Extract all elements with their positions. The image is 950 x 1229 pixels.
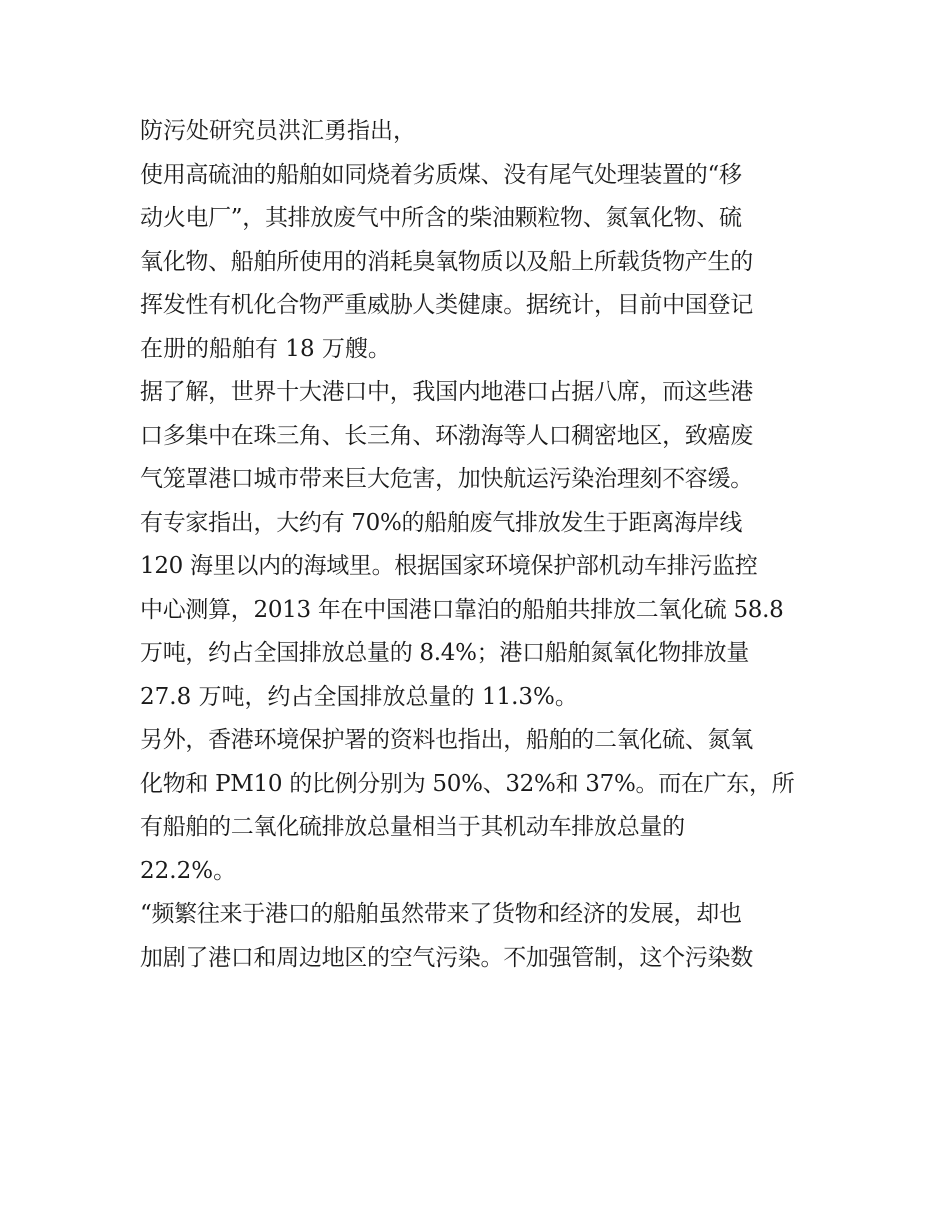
text-line: 化物和 PM10 的比例分别为 50%、32%和 37%。而在广东，所 [140, 770, 795, 797]
text-line: 气笼罩港口城市带来巨大危害，加快航运污染治理刻不容缓。 [140, 466, 753, 492]
text-line: 挥发性有机化合物严重威胁人类健康。据统计，目前中国登记 [140, 292, 753, 318]
text-line: 22.2%。 [140, 857, 237, 884]
text-line: 在册的船舶有 18 万艘。 [140, 335, 391, 362]
text-line: 27.8 万吨，约占全国排放总量的 11.3%。 [140, 683, 578, 710]
text-line: 有船舶的二氧化硫排放总量相当于其机动车排放总量的 [140, 814, 685, 840]
text-line: 口多集中在珠三角、长三角、环渤海等人口稠密地区，致癌废 [140, 422, 753, 449]
text-line: 氧化物、船舶所使用的消耗臭氧物质以及船上所载货物产生的 [140, 248, 753, 275]
text-line: 120 海里以内的海域里。根据国家环境保护部机动车排污监控 [140, 553, 758, 579]
text-line: “频繁往来于港口的船舶虽然带来了货物和经济的发展，却也 [140, 901, 742, 927]
article-text [140, 110, 820, 980]
text-line: 据了解，世界十大港口中，我国内地港口占据八席，而这些港 [140, 379, 753, 405]
text-line: 加剧了港口和周边地区的空气污染。不加强管制，这个污染数 [140, 944, 753, 971]
text-line: 有专家指出，大约有 70%的船舶废气排放发生于距离海岸线 [140, 509, 743, 536]
text-line: 万吨，约占全国排放总量的 8.4%；港口船舶氮氧化物排放量 [140, 640, 750, 666]
text-line: 使用高硫油的船舶如同烧着劣质煤、没有尾气处理装置的“移 [140, 161, 742, 188]
text-line: 防污处研究员洪汇勇指出， [140, 118, 416, 144]
text-line: 动火电厂”，其排放废气中所含的柴油颗粒物、氮氧化物、硫 [140, 205, 742, 231]
text-line: 中心测算，2013 年在中国港口靠泊的船舶共排放二氧化硫 58.8 [140, 596, 784, 623]
text-line: 另外，香港环境保护署的资料也指出，船舶的二氧化硫、氮氧 [140, 727, 753, 753]
